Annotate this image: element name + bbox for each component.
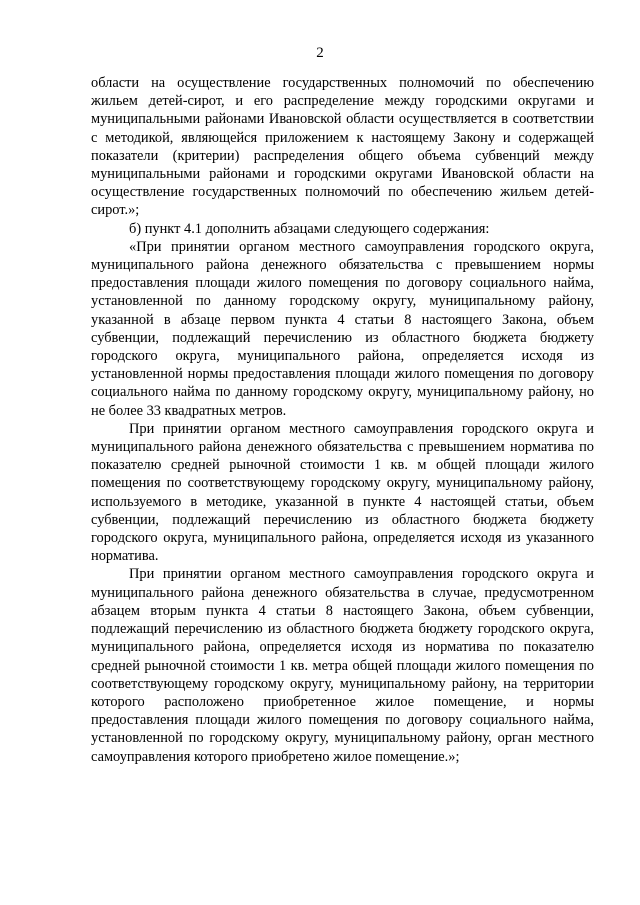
page-number: 2 xyxy=(316,45,324,61)
paragraph-5: При принятии органом местного самоуправления городского округа и муниципального района денежного обязательства в случае, предусмотренном абзацем вторым пункта 4 статьи 8 настоящего Закона, объем субвенции, подлежащий перечислению из областного бюджета бюджету городского округа, муниципального района, определяется исходя из норматива по показателю средней рыночной стоимости 1 кв. метра общей площади жилого помещения по соответствующему городскому округу, муниципальному району, на территории которого расположено приобретенное жилое помещение, и нормы предоставления площади жилого помещения по договору социального найма, установленной по городскому округу, муниципальному району, орган местного самоуправления которого приобретено жилое помещение.»; xyxy=(91,566,594,765)
paragraph-4: При принятии органом местного самоуправления городского округа и муниципального района денежного обязательства с превышением норматива по показателю средней рыночной стоимости 1 кв. м общей площади жилого помещения по соответствующему городскому округу, муниципальному району, используемого в методике, указанной в пункте 4 настоящей статьи, объем субвенции, подлежащий перечислению из областного бюджета бюджету городского округа, муниципального района, определяется исходя из указанного норматива. xyxy=(91,420,594,565)
paragraph-1: области на осуществление государственных полномочий по обеспечению жильем детей-сирот, и его распределение между городскими округами и муниципальными районами Ивановской области осуществляется в соответствии с методикой, являющейся приложением к настоящему Закону и содержащей показатели (критерии) распределения общего объема субвенций между муниципальными районами и городскими округами Ивановской области на осуществление государственных полномочий по обеспечению жильем детей-сирот.»; xyxy=(91,75,594,219)
paragraph-3: «При принятии органом местного самоуправления городского округа, муниципального района денежного обязательства с превышением нормы предоставления площади жилого помещения по договору социального найма, установленной по данному городскому округу, муниципальному району, указанной в абзаце первом пункта 4 статьи 8 настоящего Закона, объем субвенции, подлежащий перечислению из областного бюджета бюджету городского округа, муниципального района, определяется исходя из установленной нормы предоставления площади жилого помещения по договору социального найма по данному городскому округу, муниципальному району, но не более 33 квадратных метров. xyxy=(91,238,594,419)
paragraph-2: б) пункт 4.1 дополнить абзацами следующего содержания: xyxy=(129,220,490,237)
document-body xyxy=(91,74,594,766)
